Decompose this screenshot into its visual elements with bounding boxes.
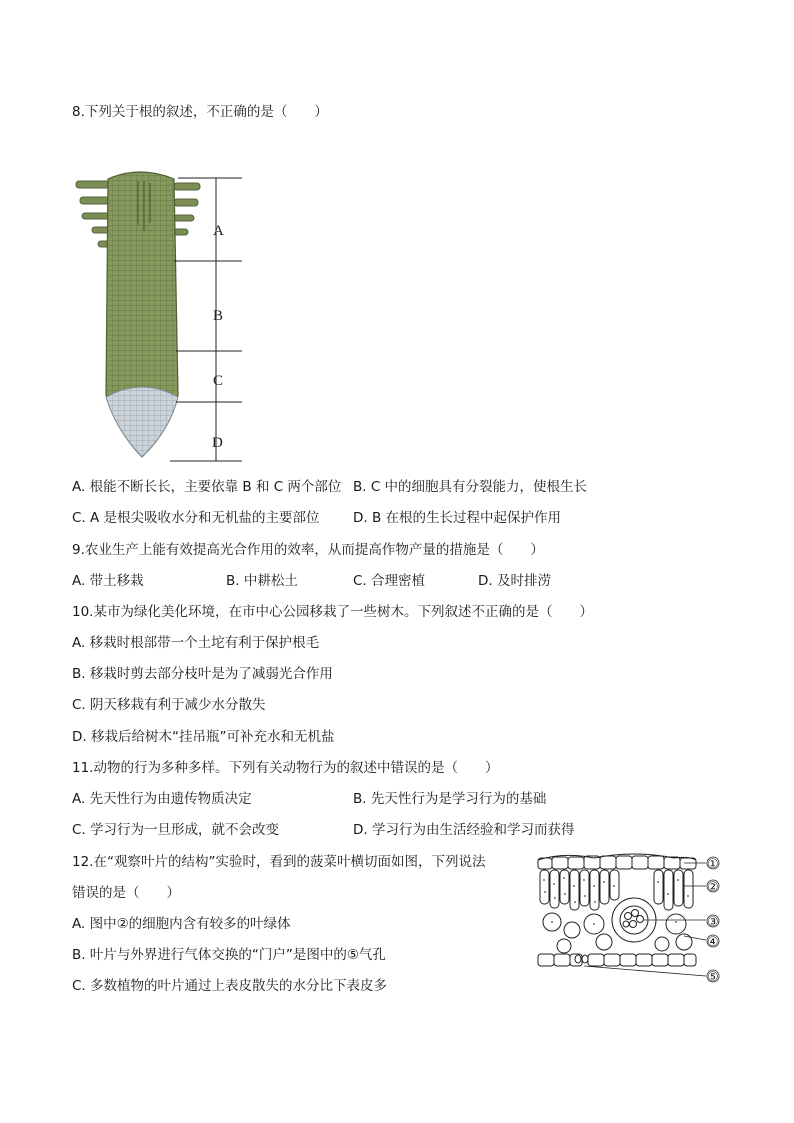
leaf-label-3: ③ (707, 914, 719, 929)
leaf-label-4: ④ (707, 934, 719, 949)
root-cap (106, 387, 178, 457)
leaf-label-5: ⑤ (707, 969, 719, 984)
leaf-label-2: ② (707, 879, 719, 894)
q11-option-c: C. 学习行为一旦形成，就不会改变 (72, 822, 280, 838)
q8-option-a: A. 根能不断长长，主要依靠 B 和 C 两个部位 (72, 479, 342, 495)
q12-option-a: A. 图中②的细胞内含有较多的叶绿体 (72, 916, 291, 932)
leaf-cross-section-figure (534, 850, 724, 985)
q12-option-b: B. 叶片与外界进行气体交换的“门户”是图中的⑤气孔 (72, 947, 386, 963)
palisade-layer (540, 870, 693, 910)
q8-option-c: C. A 是根尖吸收水分和无机盐的主要部位 (72, 510, 320, 526)
q11-stem: 11.动物的行为多种多样。下列有关动物行为的叙述中错误的是（ ） (72, 760, 499, 776)
q10-option-a: A. 移栽时根部带一个土坨有利于保护根毛 (72, 635, 320, 651)
q11-option-b: B. 先天性行为是学习行为的基础 (353, 791, 547, 807)
q10-stem: 10.某市为绿化美化环境，在市中心公园移栽了一些树木。下列叙述不正确的是（ ） (72, 604, 593, 620)
spongy-layer (543, 913, 692, 953)
root-tip-figure (70, 165, 250, 470)
zone-label-d: D (212, 435, 223, 451)
q10-option-c: C. 阴天移栽有利于减少水分散失 (72, 697, 266, 713)
q12-stem-line2: 错误的是（ ） (72, 885, 180, 901)
q8-option-b: B. C 中的细胞具有分裂能力，使根生长 (353, 479, 588, 495)
q12-option-c: C. 多数植物的叶片通过上表皮散失的水分比下表皮多 (72, 978, 388, 994)
q9-option-a: A. 带土移栽 (72, 573, 144, 589)
q9-option-d: D. 及时排涝 (478, 573, 551, 589)
q8-stem: 8.下列关于根的叙述，不正确的是（ ） (72, 104, 328, 120)
q8-option-d: D. B 在根的生长过程中起保护作用 (353, 510, 562, 526)
q10-option-d: D. 移栽后给树木“挂吊瓶”可补充水和无机盐 (72, 729, 335, 745)
zone-label-b: B (213, 308, 224, 324)
q9-option-b: B. 中耕松土 (226, 573, 298, 589)
q9-option-c: C. 合理密植 (353, 573, 426, 589)
zone-label-c: C (213, 373, 224, 389)
q9-stem: 9.农业生产上能有效提高光合作用的效率，从而提高作物产量的措施是（ ） (72, 542, 544, 558)
q11-option-a: A. 先天性行为由遗传物质决定 (72, 791, 252, 807)
leaf-label-1: ① (707, 856, 719, 871)
lower-epidermis (538, 954, 696, 966)
q12-stem-line1: 12.在“观察叶片的结构”实验时，看到的菠菜叶横切面如图，下列说法 (72, 854, 486, 870)
zone-label-a: A (213, 223, 224, 239)
q11-option-d: D. 学习行为由生活经验和学习而获得 (353, 822, 575, 838)
q10-option-b: B. 移栽时剪去部分枝叶是为了减弱光合作用 (72, 666, 333, 682)
